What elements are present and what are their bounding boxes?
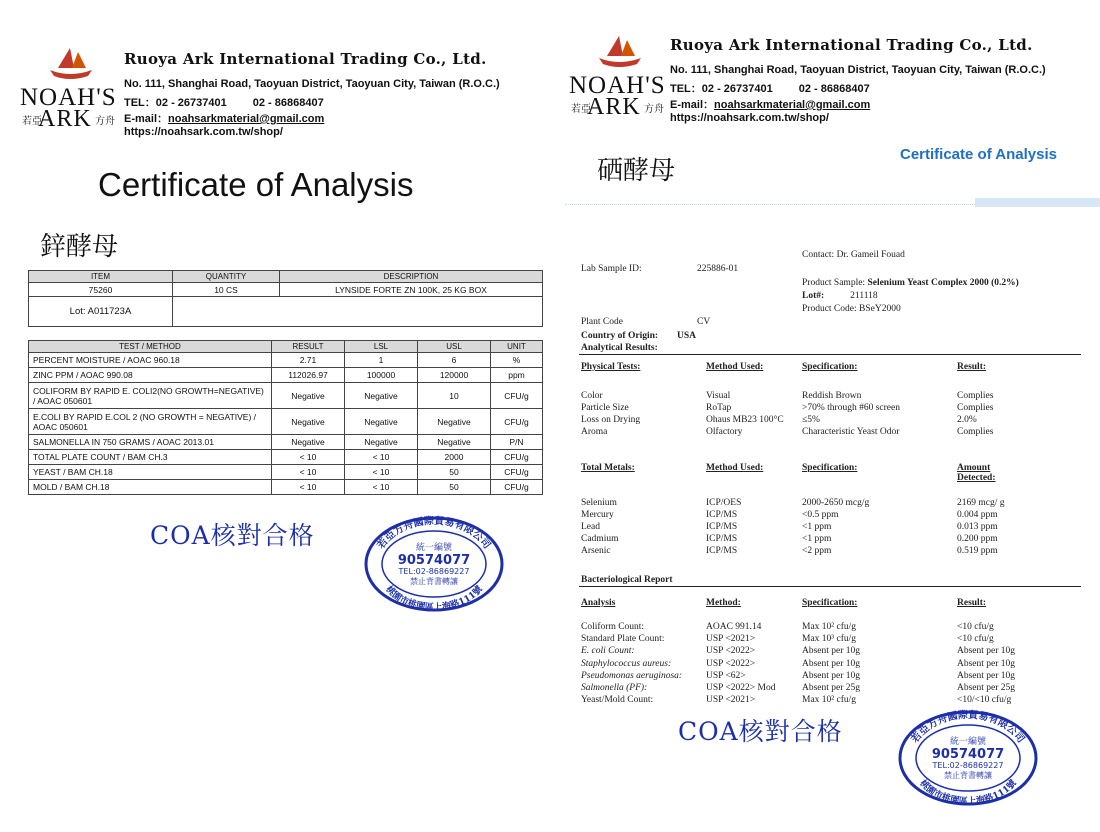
metals-cell: <1 ppm [802, 522, 832, 532]
physical-cell: Complies [957, 391, 994, 401]
brand-top-right: NOAH'S [569, 72, 666, 99]
metals-cell: <1 ppm [802, 534, 832, 544]
physical-cell: Aroma [581, 427, 608, 437]
bacteria-header-2: Specification: [802, 598, 858, 608]
test-method-cell: PERCENT MOISTURE / AOAC 960.18 [29, 353, 272, 368]
tel-2: 02 - 86868407 [798, 83, 870, 95]
header-lsl: LSL [345, 341, 418, 353]
physical-cell: Particle Size [581, 403, 629, 413]
bacteria-cell: Pseudomonas aeruginosa: [581, 670, 683, 681]
bacteria-cell: Salmonella (PF): [581, 683, 648, 693]
header-quantity: QUANTITY [173, 271, 280, 283]
usl-cell: 50 [418, 480, 491, 495]
result-cell: < 10 [272, 465, 345, 480]
brand-top: NOAH'S [20, 84, 117, 111]
usl-cell: 10 [418, 383, 491, 409]
test-method-cell: YEAST / BAM CH.18 [29, 465, 272, 480]
header-item: ITEM [29, 271, 173, 283]
result-cell: < 10 [272, 450, 345, 465]
result-cell: Negative [272, 435, 345, 450]
physical-cell: Reddish Brown [802, 391, 862, 401]
bacteria-header-1: Method: [706, 598, 741, 608]
seal-stamp-icon [363, 512, 505, 612]
test-method-cell: SALMONELLA IN 750 GRAMS / AOAC 2013.01 [29, 435, 272, 450]
company-email [124, 110, 324, 126]
product-sample-value: Selenium Yeast Complex 2000 (0.2%) [867, 278, 1019, 288]
company-address-right: No. 111, Shanghai Road, Taoyuan District, Taoyuan City, Taiwan (R.O.C.) [670, 64, 1046, 76]
plant-code: CV [697, 317, 711, 327]
table-row [29, 409, 543, 435]
origin: USA [677, 331, 697, 341]
metals-cell: 0.013 ppm [957, 522, 998, 532]
brand-bottom: ARK [38, 106, 92, 132]
product-sample-label: Product Sample: [802, 278, 866, 288]
physical-cell: >70% through #60 screen [802, 403, 900, 413]
metals-cell: Selenium [581, 498, 617, 508]
bacteria-cell: USP <2022> [706, 658, 756, 669]
unit-cell: ppm [491, 368, 543, 383]
tel-1: 02 - 26737401 [701, 83, 773, 95]
metals-cell: 0.519 ppm [957, 546, 998, 556]
company-url-right[interactable]: https://noahsark.com.tw/shop/ [670, 112, 829, 124]
header-divider [565, 204, 975, 205]
metals-cell: <2 ppm [802, 546, 832, 556]
table-row [29, 450, 543, 465]
company-url[interactable]: https://noahsark.com.tw/shop/ [124, 126, 283, 138]
usl-cell: 2000 [418, 450, 491, 465]
bacteria-cell: Coliform Count: [581, 622, 645, 632]
bacteriological-report: Bacteriological Report [581, 575, 673, 585]
seal-label: 統一編號 [415, 543, 453, 553]
unit-cell: % [491, 353, 543, 368]
bacteria-cell: Max 10³ cfu/g [802, 634, 857, 645]
test-method-cell: TOTAL PLATE COUNT / BAM CH.3 [29, 450, 272, 465]
bacteria-cell: Absent per 10g [802, 658, 861, 669]
metals-header-0: Total Metals: [581, 463, 635, 473]
metals-cell: ICP/OES [706, 498, 742, 508]
lot-value: 211118 [850, 291, 878, 301]
product-cn-title-right: 硒酵母 [597, 156, 676, 186]
brand-cn-right-right: 方舟 [644, 104, 664, 115]
seal-tel: TEL:02-86869227 [932, 761, 1004, 770]
lsl-cell: < 10 [345, 480, 418, 495]
table-row [29, 435, 543, 450]
physical-cell: Loss on Drying [581, 415, 641, 425]
analytical-results: Analytical Results: [581, 343, 658, 353]
item-number: 75260 [29, 283, 173, 297]
physical-cell: ≤5% [802, 415, 820, 425]
metals-cell: ICP/MS [706, 534, 738, 544]
physical-cell: Olfactory [706, 427, 743, 437]
physical-cell: Visual [706, 391, 731, 401]
bacteria-cell: Absent per 10g [957, 646, 1016, 657]
result-cell: < 10 [272, 480, 345, 495]
lsl-cell: Negative [345, 383, 418, 409]
tel-2: 02 - 86868407 [252, 97, 324, 109]
usl-cell: Negative [418, 435, 491, 450]
origin-label: Country of Origin: [581, 331, 659, 341]
metals-cell: 0.200 ppm [957, 534, 998, 544]
header-description: DESCRIPTION [280, 271, 543, 283]
bacteria-cell: <10 cfu/g [957, 622, 994, 632]
physical-header-3: Result: [957, 362, 987, 372]
unit-cell: CFU/g [491, 409, 543, 435]
bacteria-cell: USP <2021> [706, 634, 756, 645]
metals-cell: ICP/MS [706, 522, 738, 532]
physical-header-1: Method Used: [706, 362, 764, 372]
lab-sample-label: Lab Sample ID: [581, 264, 642, 274]
brand-cn-left-right: 若亞 [571, 104, 591, 115]
bacteria-cell: Absent per 10g [802, 670, 861, 681]
usl-cell: 6 [418, 353, 491, 368]
company-tel-right [670, 80, 870, 96]
header-test: TEST / METHOD [29, 341, 272, 353]
lsl-cell: Negative [345, 409, 418, 435]
unit-cell: CFU/g [491, 450, 543, 465]
tel-label: TEL： [124, 97, 156, 109]
seal-bottom-text: 桃園市桃園區上海路111號 [383, 584, 485, 612]
email-label: E-mail： [670, 99, 715, 111]
physical-cell: Complies [957, 403, 994, 413]
company-seal-left [363, 512, 505, 617]
tel-label: TEL： [670, 83, 702, 95]
divider-bacteriological [579, 586, 1081, 587]
product-cn-title: 鋅酵母 [40, 232, 119, 262]
brand-bottom-right: ARK [587, 94, 641, 120]
physical-header-0: Physical Tests: [581, 362, 641, 372]
item-description: LYNSIDE FORTE ZN 100K, 25 KG BOX [280, 283, 543, 297]
bacteria-cell: Max 10² cfu/g [802, 695, 857, 706]
company-tel [124, 94, 324, 110]
lsl-cell: < 10 [345, 465, 418, 480]
header-unit: UNIT [491, 341, 543, 353]
item-info-table [28, 270, 543, 327]
email-label: E-mail： [124, 113, 169, 125]
metals-cell: <0.5 ppm [802, 510, 839, 520]
plant-code-label: Plant Code [581, 317, 623, 327]
metals-cell: 2000-2650 mcg/g [802, 498, 870, 508]
seal-note: 禁止背書轉讓 [944, 771, 992, 780]
seal-number: 90574077 [397, 553, 471, 568]
unit-cell: CFU/g [491, 383, 543, 409]
bacteria-cell: USP <2021> [706, 695, 756, 706]
seal-number: 90574077 [931, 747, 1005, 762]
table-row [29, 383, 543, 409]
test-method-cell: COLIFORM BY RAPID E. COLI2(NO GROWTH=NEGATIVE) / AOAC 050601 [29, 383, 272, 409]
lsl-cell: < 10 [345, 450, 418, 465]
company-seal-right [897, 706, 1039, 811]
coa-title: Certificate of Analysis [98, 166, 414, 203]
bacteria-cell: Absent per 10g [802, 646, 861, 657]
metals-cell: 2169 mcg/ g [957, 498, 1005, 508]
test-method-cell: MOLD / BAM CH.18 [29, 480, 272, 495]
bacteria-cell: Yeast/Mold Count: [581, 695, 654, 706]
physical-cell: Characteristic Yeast Odor [802, 427, 900, 437]
test-results-table [28, 340, 543, 495]
metals-cell: Arsenic [581, 546, 611, 556]
bacteria-cell: AOAC 991.14 [706, 622, 762, 632]
email-link[interactable]: noahsarkmaterial@gmail.com [168, 113, 325, 125]
metals-cell: Lead [581, 522, 600, 532]
result-cell: Negative [272, 383, 345, 409]
bacteria-cell: <10/<10 cfu/g [957, 695, 1012, 706]
company-name: Ruoya Ark International Trading Co., Ltd. [124, 50, 487, 68]
unit-cell: P/N [491, 435, 543, 450]
bacteria-cell: Absent per 10g [957, 670, 1016, 681]
lot-number: Lot: A011723A [29, 297, 173, 327]
company-email-right [670, 96, 870, 112]
lsl-cell: 100000 [345, 368, 418, 383]
lot-label: Lot#: [802, 291, 825, 301]
metals-cell: ICP/MS [706, 546, 738, 556]
product-sample [802, 278, 1019, 288]
seal-bottom-text: 桃園市桃園區上海路111號 [917, 778, 1019, 806]
contact: Contact: Dr. Gameil Fouad [802, 250, 905, 260]
lab-sample-id: 225886-01 [697, 264, 739, 274]
table-row [29, 353, 543, 368]
divider-analytical [579, 354, 1081, 355]
email-link[interactable]: noahsarkmaterial@gmail.com [714, 99, 871, 111]
metals-cell: 0.004 ppm [957, 510, 998, 520]
result-cell: Negative [272, 409, 345, 435]
product-code: Product Code: BSeY2000 [802, 304, 901, 314]
company-name-right: Ruoya Ark International Trading Co., Ltd. [670, 36, 1033, 54]
physical-cell: Ohaus MB23 100°C [706, 415, 784, 425]
bacteria-header-3: Result: [957, 598, 987, 608]
physical-cell: Color [581, 391, 603, 401]
test-method-cell: ZINC PPM / AOAC 990.08 [29, 368, 272, 383]
usl-cell: Negative [418, 409, 491, 435]
usl-cell: 50 [418, 465, 491, 480]
bacteria-cell: Staphylococcus aureus: [581, 658, 672, 669]
physical-cell: 2.0% [957, 415, 977, 425]
header-result: RESULT [272, 341, 345, 353]
metals-cell: Mercury [581, 510, 614, 520]
bacteria-cell: Absent per 25g [957, 683, 1016, 693]
physical-header-2: Specification: [802, 362, 858, 372]
item-quantity: 10 CS [173, 283, 280, 297]
brand-cn-left: 若亞 [22, 116, 42, 127]
bacteria-cell: E. coli Count: [581, 646, 635, 657]
bacteria-cell: Absent per 10g [957, 658, 1016, 669]
unit-cell: CFU/g [491, 480, 543, 495]
result-cell: 112026.97 [272, 368, 345, 383]
bacteria-cell: Standard Plate Count: [581, 634, 665, 645]
bacteria-cell: Absent per 25g [802, 683, 861, 693]
seal-ring-text: 若亞方舟國際貿易有限公司 [375, 515, 493, 552]
coa-check-stamp-left: COA核對合格 [150, 521, 315, 550]
seal-note: 禁止背書轉讓 [410, 577, 458, 586]
lsl-cell: 1 [345, 353, 418, 368]
bacteria-header-0: Analysis [581, 598, 616, 608]
table-row [29, 480, 543, 495]
company-address: No. 111, Shanghai Road, Taoyuan District, Taoyuan City, Taiwan (R.O.C.) [124, 78, 500, 90]
table-row [29, 368, 543, 383]
test-method-cell: E.COLI BY RAPID E.COL 2 (NO GROWTH = NEGATIVE) / AOAC 050601 [29, 409, 272, 435]
result-cell: 2.71 [272, 353, 345, 368]
lsl-cell: Negative [345, 435, 418, 450]
unit-cell: CFU/g [491, 465, 543, 480]
seal-label: 統一編號 [949, 737, 987, 747]
physical-cell: Complies [957, 427, 994, 437]
tel-1: 02 - 26737401 [155, 97, 227, 109]
lot-blank [173, 297, 543, 327]
bacteria-cell: Max 10² cfu/g [802, 622, 857, 632]
brand-cn-right: 方舟 [95, 116, 115, 127]
coa-title-right: Certificate of Analysis [900, 146, 1057, 163]
header-usl: USL [418, 341, 491, 353]
metals-header-2: Specification: [802, 463, 858, 473]
seal-stamp-icon [897, 706, 1039, 806]
physical-cell: RoTap [706, 403, 732, 413]
metals-cell: ICP/MS [706, 510, 738, 520]
bacteria-cell: <10 cfu/g [957, 634, 994, 645]
bacteria-cell: USP <2022> Mod [706, 683, 776, 693]
usl-cell: 120000 [418, 368, 491, 383]
metals-header-3: Amount Detected: [957, 463, 996, 483]
table-row [29, 465, 543, 480]
header-band [975, 198, 1100, 207]
bacteria-cell: USP <62> [706, 670, 746, 681]
metals-cell: Cadmium [581, 534, 619, 544]
metals-header-1: Method Used: [706, 463, 764, 473]
seal-tel: TEL:02-86869227 [398, 567, 470, 576]
coa-check-stamp-right: COA核對合格 [678, 717, 843, 746]
seal-ring-text: 若亞方舟國際貿易有限公司 [909, 709, 1027, 746]
lot [802, 291, 878, 301]
selenium-yeast-coa [555, 0, 1100, 832]
bacteria-cell: USP <2022> [706, 646, 756, 657]
